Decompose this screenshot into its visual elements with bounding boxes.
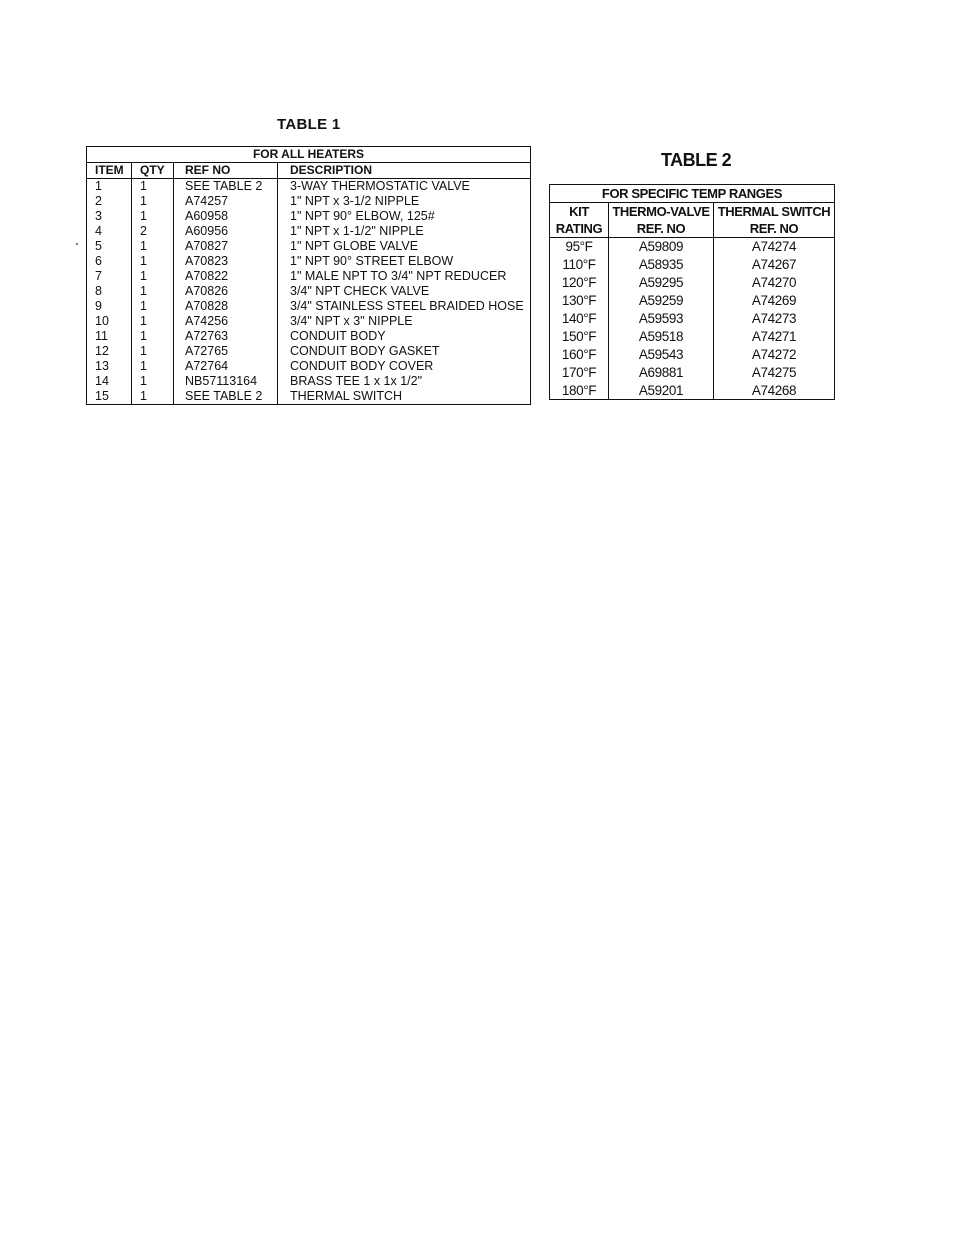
- table1-title: TABLE 1: [277, 116, 341, 133]
- ref-no-cell: A70822: [174, 269, 278, 284]
- qty-cell: 1: [132, 284, 174, 299]
- table-row: [87, 344, 531, 359]
- qty-cell: 1: [132, 179, 174, 195]
- table-row: [550, 274, 835, 292]
- table1-body: [87, 179, 531, 405]
- thermal-switch-ref-cell: A74274: [751, 239, 797, 255]
- qty-cell: 1: [132, 344, 174, 359]
- parts-table-for-all-heaters: [86, 146, 531, 405]
- ref-no-cell: SEE TABLE 2: [174, 179, 278, 195]
- description-cell: CONDUIT BODY COVER: [290, 359, 434, 374]
- ref-no-cell: A70823: [174, 254, 278, 269]
- table-row: [87, 389, 531, 405]
- ref-no-cell: A72764: [174, 359, 278, 374]
- col-header-ref-no: REF NO: [174, 163, 278, 179]
- kit-rating-cell: 95°F: [550, 238, 609, 256]
- description-cell: 3/4" NPT CHECK VALVE: [290, 284, 430, 299]
- ref-no-cell: SEE TABLE 2: [174, 389, 278, 405]
- qty-cell: 1: [132, 254, 174, 269]
- description-cell: 1" NPT 90° ELBOW, 125#: [290, 209, 435, 224]
- thermo-valve-ref-cell: A59295: [609, 274, 714, 292]
- item-cell: 9: [87, 299, 132, 314]
- table-row: [550, 363, 835, 381]
- table-row: [550, 345, 835, 363]
- qty-cell: 1: [132, 269, 174, 284]
- table-row: [550, 238, 835, 256]
- item-cell: 1: [87, 179, 132, 195]
- kit-rating-cell: 150°F: [550, 327, 609, 345]
- item-cell: 11: [87, 329, 132, 344]
- ref-no-cell: A74257: [174, 194, 278, 209]
- ref-no-cell: A72763: [174, 329, 278, 344]
- ref-no-cell: A60956: [174, 224, 278, 239]
- description-cell: 3/4" NPT x 3" NIPPLE: [290, 314, 413, 329]
- col-header-thermal-switch: THERMAL SWITCH: [717, 204, 831, 219]
- table-row: [87, 374, 531, 389]
- table-row: [87, 314, 531, 329]
- ref-no-cell: A72765: [174, 344, 278, 359]
- qty-cell: 2: [132, 224, 174, 239]
- description-cell: 1" NPT 90° STREET ELBOW: [290, 254, 454, 269]
- kit-rating-cell: 180°F: [550, 381, 609, 399]
- kit-rating-cell: 120°F: [550, 274, 609, 292]
- description-cell: THERMAL SWITCH: [290, 389, 403, 404]
- thermo-valve-ref-cell: A59518: [609, 327, 714, 345]
- ref-no-cell: A60958: [174, 209, 278, 224]
- table-row: [550, 256, 835, 274]
- table-row: [87, 299, 531, 314]
- qty-cell: 1: [132, 209, 174, 224]
- table-row: [550, 381, 835, 399]
- description-cell: 1" NPT GLOBE VALVE: [290, 239, 419, 254]
- kit-rating-cell: 110°F: [550, 256, 609, 274]
- thermo-valve-ref-cell: A59259: [609, 292, 714, 310]
- thermo-valve-ref-cell: A59809: [609, 238, 714, 256]
- table-row: [87, 179, 531, 195]
- col-header-kit: KIT: [550, 203, 609, 221]
- qty-cell: 1: [132, 314, 174, 329]
- table-row: [87, 269, 531, 284]
- kit-rating-cell: 140°F: [550, 310, 609, 328]
- item-cell: 7: [87, 269, 132, 284]
- table2-span-header: FOR SPECIFIC TEMP RANGES: [550, 185, 835, 203]
- item-cell: 5: [87, 239, 132, 254]
- table-row: [87, 359, 531, 374]
- qty-cell: 1: [132, 359, 174, 374]
- item-cell: 15: [87, 389, 132, 405]
- col-header-thermo-valve: THERMO-VALVE: [609, 203, 714, 221]
- table-row: [87, 239, 531, 254]
- description-cell: 1" MALE NPT TO 3/4" NPT REDUCER: [290, 269, 507, 284]
- description-cell: 1" NPT x 3-1/2 NIPPLE: [290, 194, 420, 209]
- thermal-switch-ref-cell: A74275: [751, 364, 797, 380]
- table-row: [550, 327, 835, 345]
- scan-speck: [76, 243, 78, 245]
- ref-no-cell: A70828: [174, 299, 278, 314]
- item-cell: 2: [87, 194, 132, 209]
- kit-rating-cell: 160°F: [550, 345, 609, 363]
- col-header-thermo-valve-ref-no: REF. NO: [609, 220, 714, 238]
- table1-span-header: FOR ALL HEATERS: [87, 147, 531, 163]
- table-row: [550, 292, 835, 310]
- table-row: [87, 194, 531, 209]
- thermal-switch-ref-cell: A74273: [751, 311, 797, 326]
- thermo-valve-ref-cell: A58935: [609, 256, 714, 274]
- thermal-switch-ref-cell: A74267: [751, 257, 797, 273]
- description-cell: CONDUIT BODY GASKET: [290, 344, 440, 359]
- col-header-description: DESCRIPTION: [278, 163, 531, 179]
- col-header-rating: RATING: [550, 220, 609, 238]
- item-cell: 13: [87, 359, 132, 374]
- ref-no-cell: NB57113164: [174, 374, 278, 389]
- col-header-item: ITEM: [87, 163, 132, 179]
- item-cell: 3: [87, 209, 132, 224]
- kit-rating-cell: 170°F: [550, 363, 609, 381]
- parts-table-specific-temp-ranges: [549, 184, 835, 400]
- col-header-thermal-switch-ref-no: REF. NO: [714, 220, 835, 238]
- ref-no-cell: A70827: [174, 239, 278, 254]
- item-cell: 8: [87, 284, 132, 299]
- thermal-switch-ref-cell: A74268: [751, 382, 797, 398]
- table-row: [87, 254, 531, 269]
- thermal-switch-ref-cell: A74270: [751, 275, 797, 291]
- ref-no-cell: A74256: [174, 314, 278, 329]
- description-cell: BRASS TEE 1 x 1x 1/2": [290, 374, 423, 389]
- qty-cell: 1: [132, 329, 174, 344]
- item-cell: 12: [87, 344, 132, 359]
- table-row: [87, 284, 531, 299]
- description-cell: CONDUIT BODY: [290, 329, 386, 344]
- thermal-switch-ref-cell: A74269: [751, 293, 797, 309]
- thermo-valve-ref-cell: A59543: [609, 345, 714, 363]
- item-cell: 4: [87, 224, 132, 239]
- thermal-switch-ref-cell: A74271: [751, 328, 797, 344]
- qty-cell: 1: [132, 194, 174, 209]
- col-header-qty: QTY: [132, 163, 174, 179]
- qty-cell: 1: [132, 389, 174, 405]
- thermo-valve-ref-cell: A69881: [609, 363, 714, 381]
- table-row: [87, 224, 531, 239]
- table2-body: [550, 238, 835, 400]
- item-cell: 6: [87, 254, 132, 269]
- item-cell: 10: [87, 314, 132, 329]
- qty-cell: 1: [132, 299, 174, 314]
- description-cell: 1" NPT x 1-1/2" NIPPLE: [290, 224, 424, 239]
- thermal-switch-ref-cell: A74272: [751, 346, 797, 362]
- description-cell: 3-WAY THERMOSTATIC VALVE: [290, 179, 470, 194]
- thermo-valve-ref-cell: A59593: [609, 310, 714, 328]
- kit-rating-cell: 130°F: [550, 292, 609, 310]
- item-cell: 14: [87, 374, 132, 389]
- qty-cell: 1: [132, 374, 174, 389]
- qty-cell: 1: [132, 239, 174, 254]
- table-row: [550, 310, 835, 328]
- table-row: [87, 209, 531, 224]
- thermo-valve-ref-cell: A59201: [609, 381, 714, 399]
- description-cell: 3/4" STAINLESS STEEL BRAIDED HOSE: [290, 299, 524, 314]
- ref-no-cell: A70826: [174, 284, 278, 299]
- table-row: [87, 329, 531, 344]
- table2-title: TABLE 2: [661, 150, 732, 170]
